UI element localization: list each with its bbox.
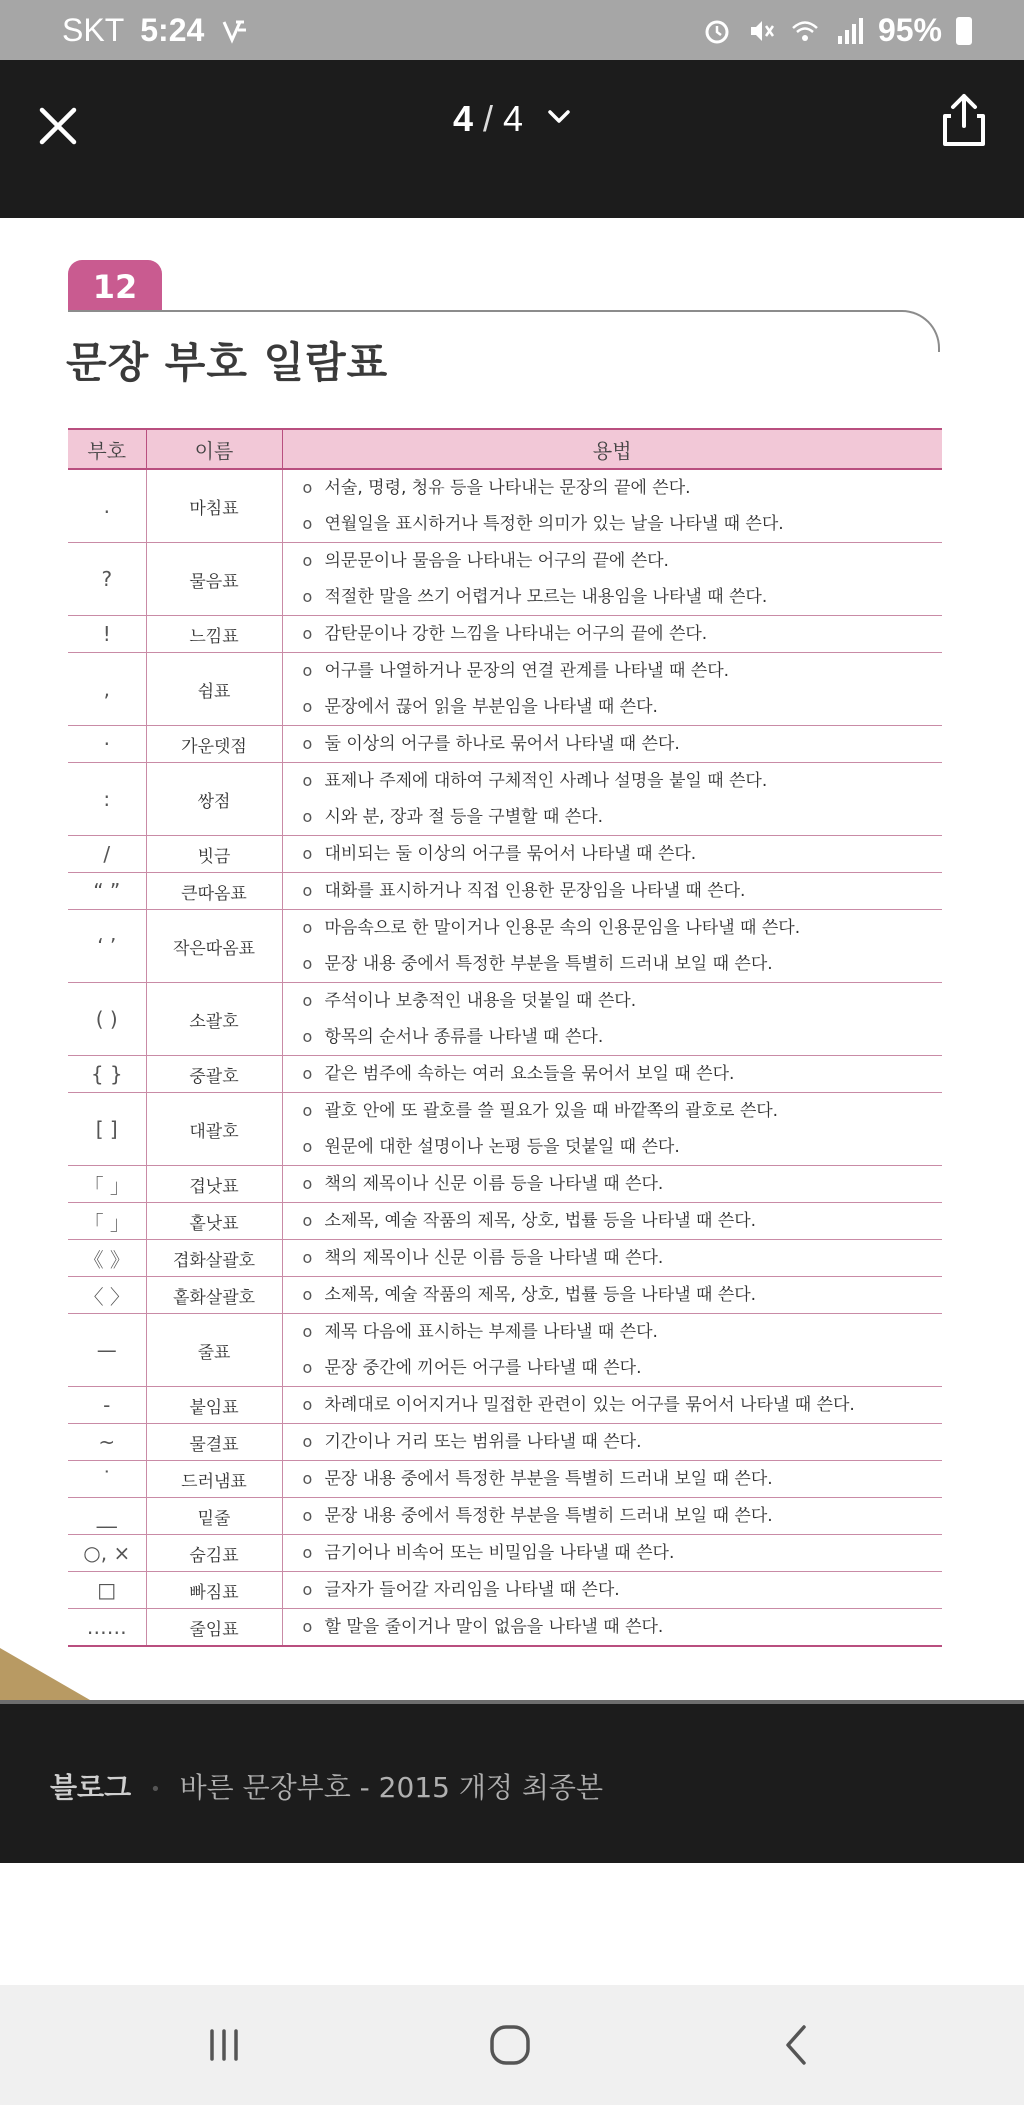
symbol-cell: ˙ xyxy=(68,1461,146,1498)
usage-line: o 대비되는 둘 이상의 어구를 묶어서 나타낼 때 쓴다. xyxy=(303,836,943,872)
usage-line: o 마음속으로 한 말이거나 인용문 속의 인용문임을 나타낼 때 쓴다. xyxy=(303,910,943,946)
usage-cell xyxy=(282,763,942,836)
usage-line: o 문장 내용 중에서 특정한 부분을 특별히 드러내 보일 때 쓴다. xyxy=(303,1498,943,1534)
usage-cell xyxy=(282,873,942,910)
page-current: 4 xyxy=(452,98,473,139)
symbol-cell: / xyxy=(68,836,146,873)
symbol-cell: __ xyxy=(68,1498,146,1535)
caption-source: 블로그 xyxy=(50,1771,132,1804)
table-row xyxy=(68,616,942,653)
usage-cell xyxy=(282,1609,942,1647)
symbol-cell: : xyxy=(68,763,146,836)
caption-text: 바른 문장부호 - 2015 개정 최종본 xyxy=(179,1771,603,1804)
name-cell: 소괄호 xyxy=(146,983,282,1056)
symbol-cell: ‘ ’ xyxy=(68,910,146,983)
usage-line: o 주석이나 보충적인 내용을 덧붙일 때 쓴다. xyxy=(303,983,943,1019)
usage-line: o 둘 이상의 어구를 하나로 묶어서 나타낼 때 쓴다. xyxy=(303,726,943,762)
page-separator: / xyxy=(482,98,493,139)
symbol-cell: 「 」 xyxy=(68,1166,146,1203)
symbol-cell: ○, × xyxy=(68,1535,146,1572)
usage-cell xyxy=(282,653,942,726)
usage-line: o 금기어나 비속어 또는 비밀임을 나타낼 때 쓴다. xyxy=(303,1535,943,1571)
name-cell: 줄표 xyxy=(146,1314,282,1387)
usage-cell xyxy=(282,1498,942,1535)
status-bar xyxy=(0,0,1024,60)
usage-line: o 문장 내용 중에서 특정한 부분을 특별히 드러내 보일 때 쓴다. xyxy=(303,1461,943,1497)
table-body xyxy=(68,469,942,1646)
name-cell: 드러냄표 xyxy=(146,1461,282,1498)
usage-line: o 감탄문이나 강한 느낌을 나타내는 어구의 끝에 쓴다. xyxy=(303,616,943,652)
usage-cell xyxy=(282,469,942,543)
table-row xyxy=(68,983,942,1056)
section-number-badge: 12 xyxy=(68,260,162,312)
usage-cell xyxy=(282,1240,942,1277)
viewer-top-bar xyxy=(0,60,1024,218)
name-cell: 가운뎃점 xyxy=(146,726,282,763)
usage-line: o 같은 범주에 속하는 여러 요소들을 묶어서 보일 때 쓴다. xyxy=(303,1056,943,1092)
usage-line: o 시와 분, 장과 절 등을 구별할 때 쓴다. xyxy=(303,799,943,835)
image-caption[interactable] xyxy=(50,1766,603,1806)
back-icon[interactable] xyxy=(758,2015,838,2075)
usage-cell xyxy=(282,543,942,616)
share-icon[interactable] xyxy=(938,90,990,150)
table-row xyxy=(68,726,942,763)
symbol-cell: 「 」 xyxy=(68,1203,146,1240)
table-row xyxy=(68,1314,942,1387)
table-row xyxy=(68,1609,942,1647)
name-cell: 작은따옴표 xyxy=(146,910,282,983)
table-row xyxy=(68,763,942,836)
table-row xyxy=(68,653,942,726)
table-row xyxy=(68,836,942,873)
usage-cell xyxy=(282,1203,942,1240)
mute-icon xyxy=(746,16,776,46)
symbol-cell: , xyxy=(68,653,146,726)
symbol-cell: - xyxy=(68,1387,146,1424)
table-row xyxy=(68,543,942,616)
symbol-cell: — xyxy=(68,1314,146,1387)
table-header-row xyxy=(68,429,942,469)
table-row xyxy=(68,1498,942,1535)
symbol-cell: □ xyxy=(68,1572,146,1609)
usage-line: o 괄호 안에 또 괄호를 쓸 필요가 있을 때 바깥쪽의 괄호로 쓴다. xyxy=(303,1093,943,1129)
symbol-cell: ~ xyxy=(68,1424,146,1461)
usage-line: o 책의 제목이나 신문 이름 등을 나타낼 때 쓴다. xyxy=(303,1166,943,1202)
usage-cell xyxy=(282,1387,942,1424)
symbol-cell: ! xyxy=(68,616,146,653)
symbol-cell: { } xyxy=(68,1056,146,1093)
usage-cell xyxy=(282,616,942,653)
usage-line: o 항목의 순서나 종류를 나타낼 때 쓴다. xyxy=(303,1019,943,1055)
table-row xyxy=(68,1056,942,1093)
chevron-down-icon[interactable] xyxy=(547,109,571,125)
name-cell: 홑화살괄호 xyxy=(146,1277,282,1314)
table-row xyxy=(68,1424,942,1461)
name-cell: 숨김표 xyxy=(146,1535,282,1572)
symbol-cell: ( ) xyxy=(68,983,146,1056)
name-cell: 겹화살괄호 xyxy=(146,1240,282,1277)
name-cell: 빗금 xyxy=(146,836,282,873)
usage-line: o 제목 다음에 표시하는 부제를 나타낼 때 쓴다. xyxy=(303,1314,943,1350)
name-cell: 붙임표 xyxy=(146,1387,282,1424)
usage-line: o 문장 중간에 끼어든 어구를 나타낼 때 쓴다. xyxy=(303,1350,943,1386)
signal-icon xyxy=(834,16,864,46)
usage-line: o 어구를 나열하거나 문장의 연결 관계를 나타낼 때 쓴다. xyxy=(303,653,943,689)
usage-line: o 기간이나 거리 또는 범위를 나타낼 때 쓴다. xyxy=(303,1424,943,1460)
usage-cell xyxy=(282,983,942,1056)
punctuation-table xyxy=(68,428,942,1647)
usage-cell xyxy=(282,1535,942,1572)
usage-line: o 의문문이나 물음을 나타내는 어구의 끝에 쓴다. xyxy=(303,543,943,579)
page-title: 문장 부호 일람표 xyxy=(66,338,389,387)
name-cell: 줄임표 xyxy=(146,1609,282,1647)
blank-area xyxy=(0,1863,1024,1985)
name-cell: 쌍점 xyxy=(146,763,282,836)
symbol-cell: · xyxy=(68,726,146,763)
usage-cell xyxy=(282,1277,942,1314)
usage-line: o 소제목, 예술 작품의 제목, 상호, 법률 등을 나타낼 때 쓴다. xyxy=(303,1203,943,1239)
name-cell: 마침표 xyxy=(146,469,282,543)
home-icon[interactable] xyxy=(470,2015,550,2075)
symbol-cell: …… xyxy=(68,1609,146,1647)
wifi-icon xyxy=(790,16,820,46)
name-cell: 쉼표 xyxy=(146,653,282,726)
table-row xyxy=(68,1277,942,1314)
caption-bar xyxy=(0,1700,1024,1863)
recent-apps-icon[interactable] xyxy=(184,2015,264,2075)
usage-line: o 소제목, 예술 작품의 제목, 상호, 법률 등을 나타낼 때 쓴다. xyxy=(303,1277,943,1313)
clock: 5:24 xyxy=(140,12,205,48)
table-row xyxy=(68,469,942,543)
usage-line: o 원문에 대한 설명이나 논평 등을 덧붙일 때 쓴다. xyxy=(303,1129,943,1165)
alarm-icon xyxy=(702,16,732,46)
battery-icon xyxy=(956,17,972,45)
name-cell: 중괄호 xyxy=(146,1056,282,1093)
usage-line: o 차례대로 이어지거나 밀접한 관련이 있는 어구를 묶어서 나타낼 때 쓴다. xyxy=(303,1387,943,1423)
document-page xyxy=(0,218,1024,1700)
usage-line: o 할 말을 줄이거나 말이 없음을 나타낼 때 쓴다. xyxy=(303,1609,943,1645)
usage-line: o 연월일을 표시하거나 특정한 의미가 있는 날을 나타낼 때 쓴다. xyxy=(303,506,943,542)
symbol-cell: 〈 〉 xyxy=(68,1277,146,1314)
table-row xyxy=(68,910,942,983)
usage-line: o 글자가 들어갈 자리임을 나타낼 때 쓴다. xyxy=(303,1572,943,1608)
usage-line: o 책의 제목이나 신문 이름 등을 나타낼 때 쓴다. xyxy=(303,1240,943,1276)
usage-cell xyxy=(282,1166,942,1203)
usage-cell xyxy=(282,726,942,763)
table-row xyxy=(68,1166,942,1203)
name-cell: 느낌표 xyxy=(146,616,282,653)
usage-cell xyxy=(282,836,942,873)
page-total: 4 xyxy=(503,98,524,139)
symbol-cell: ? xyxy=(68,543,146,616)
name-cell: 밑줄 xyxy=(146,1498,282,1535)
header-usage: 용법 xyxy=(282,429,942,469)
page-corner-decoration xyxy=(0,1648,90,1700)
battery-percent: 95% xyxy=(877,12,942,48)
usage-cell xyxy=(282,1093,942,1166)
usage-line: o 대화를 표시하거나 직접 인용한 문장임을 나타낼 때 쓴다. xyxy=(303,873,943,909)
usage-cell xyxy=(282,1424,942,1461)
name-cell: 겹낫표 xyxy=(146,1166,282,1203)
header-symbol: 부호 xyxy=(68,429,146,469)
table-row xyxy=(68,1461,942,1498)
usage-line: o 문장 내용 중에서 특정한 부분을 특별히 드러내 보일 때 쓴다. xyxy=(303,946,943,982)
carrier-label: SKT xyxy=(62,12,125,48)
name-cell: 홑낫표 xyxy=(146,1203,282,1240)
symbol-cell: [ ] xyxy=(68,1093,146,1166)
v-app-icon xyxy=(220,16,250,46)
table-row xyxy=(68,1203,942,1240)
table-row xyxy=(68,1093,942,1166)
name-cell: 물음표 xyxy=(146,543,282,616)
table-row xyxy=(68,873,942,910)
usage-cell xyxy=(282,910,942,983)
usage-cell xyxy=(282,1314,942,1387)
usage-line: o 문장에서 끊어 읽을 부분임을 나타낼 때 쓴다. xyxy=(303,689,943,725)
page-indicator[interactable] xyxy=(0,98,1024,140)
table-row xyxy=(68,1240,942,1277)
usage-line: o 표제나 주제에 대하여 구체적인 사례나 설명을 붙일 때 쓴다. xyxy=(303,763,943,799)
symbol-cell: “ ” xyxy=(68,873,146,910)
table-row xyxy=(68,1387,942,1424)
usage-line: o 적절한 말을 쓰기 어렵거나 모르는 내용임을 나타낼 때 쓴다. xyxy=(303,579,943,615)
usage-cell xyxy=(282,1056,942,1093)
caption-separator: • xyxy=(150,1778,161,1800)
usage-cell xyxy=(282,1572,942,1609)
table-row xyxy=(68,1535,942,1572)
name-cell: 대괄호 xyxy=(146,1093,282,1166)
symbol-cell: . xyxy=(68,469,146,543)
usage-line: o 서술, 명령, 청유 등을 나타내는 문장의 끝에 쓴다. xyxy=(303,470,943,506)
table-row xyxy=(68,1572,942,1609)
header-name: 이름 xyxy=(146,429,282,469)
symbol-cell: 《 》 xyxy=(68,1240,146,1277)
system-nav-bar xyxy=(0,1985,1024,2105)
name-cell: 큰따옴표 xyxy=(146,873,282,910)
usage-cell xyxy=(282,1461,942,1498)
name-cell: 빠짐표 xyxy=(146,1572,282,1609)
name-cell: 물결표 xyxy=(146,1424,282,1461)
